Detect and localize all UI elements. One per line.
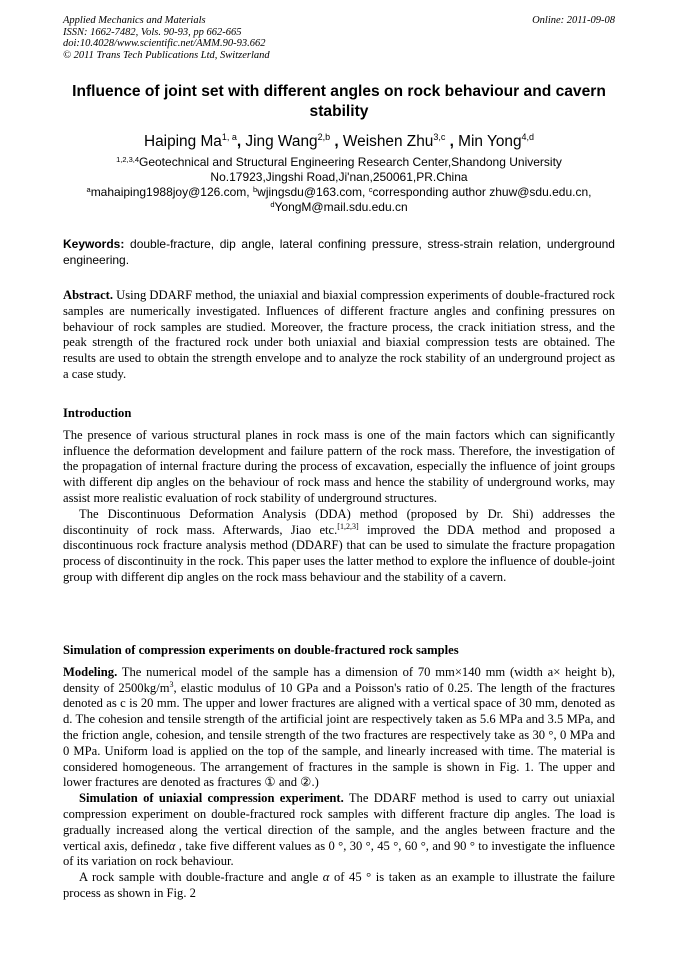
alpha-symbol: α	[322, 870, 330, 885]
example-paragraph: A rock sample with double-fracture and angle α of 45 ° is taken as an example to illustrate the failure process as shown in Fig. 2	[63, 870, 616, 900]
affiliation-mark: 1,2,3,4	[116, 155, 139, 164]
email-c: corresponding author zhuw@sdu.edu.cn,	[372, 185, 592, 199]
email-mark: a	[86, 185, 91, 194]
affiliation-address: No.17923,Jingshi Road,Ji'nan,250061,PR.China	[210, 170, 468, 184]
author-list: Haiping Ma$^{1, a}$, Jing Wang$^{2,b}$ , Weishen Zhu$^{3,c}$ , Min Yong$^{4,d}$	[143, 132, 535, 150]
author-name: Min Yong	[458, 133, 522, 150]
paper-title: Influence of joint set with different angles on rock behaviour and cavern stability	[72, 83, 606, 120]
author-name: Haiping Ma	[143, 133, 222, 150]
abstract-label: Abstract.	[63, 288, 114, 302]
uniaxial-paragraph: Simulation of uniaxial compression experiment. The DDARF method is used to carry out uniaxial compression experiment on double-fractured rock samples with different fracture dip angles. The load is gradually increased along the vertical direction of the sample, and the angles between fracture and the vertical axis, definedα , take five different values as 0 °, 30 °, 45 °, 60 °, and 90 ° to investigate the influence of its variation on rock behaviour.	[63, 791, 615, 869]
author-affiliation-mark: 1, a	[221, 132, 237, 142]
journal-name: Applied Mechanics and Materials	[63, 15, 206, 26]
email-mark: c	[368, 185, 373, 194]
journal-doi: doi:10.4028/www.scientific.net/AMM.90-93.662	[63, 38, 266, 50]
online-date: Online: 2011-09-08	[532, 15, 615, 26]
keywords	[63, 236, 615, 268]
affiliation-block	[63, 155, 615, 215]
email-line	[63, 200, 615, 215]
author-affiliation-mark: 3,c	[433, 132, 446, 142]
author-name: Jing Wang	[245, 133, 318, 150]
journal-copyright: © 2011 Trans Tech Publications Ltd, Switzerland	[63, 49, 270, 61]
email-a: mahaiping1988joy@126.com,	[90, 185, 250, 199]
email-mark: d	[270, 200, 275, 209]
email-mark: b	[252, 185, 258, 194]
email-d: YongM@mail.sdu.edu.cn	[274, 200, 408, 214]
modeling-paragraph: Modeling. The numerical model of the sample has a dimension of 70 mm×140 mm (width a× height b), density of $2500kg/m^3$, elastic modulus of 10 GPa and a Poisson's ratio of 0.25. The length of the fractures denoted as c is 20 mm. The upper and lower fractures are aligned with a vertical space of 30 mm, denoted as d. The cohesion and tensile strength of the artificial joint are respectively taken as 5.6 MPa and 3.5 MPa, and the friction angle, cohesion, and tensile strength of the two fractures are respectively take as 30 °, 0 MPa and 0 MPa. Uniform load is applied on the top of the sample, and linearly increased with time. The material is considered homogeneous. The arrangement of fractures in the sample is shown in Fig. 1. The upper and lower fractures are denoted as fractures ① and ②.)	[63, 664, 615, 790]
section-heading-introduction: Introduction	[63, 406, 132, 420]
author-affiliation-mark: 4,d	[521, 132, 535, 142]
section-heading-simulation: Simulation of compression experiments on double-fractured rock samples	[63, 643, 459, 657]
keywords-label: Keywords:	[63, 237, 125, 251]
author-affiliation-mark: 2,b	[317, 132, 331, 142]
affiliation-line	[63, 155, 615, 170]
alpha-symbol: α	[168, 838, 176, 853]
email-line	[63, 185, 615, 200]
journal-header	[63, 15, 615, 61]
modeling-label: Modeling.	[63, 664, 118, 679]
uniaxial-label: Simulation of uniaxial compression experiment.	[79, 791, 344, 806]
simulation-section	[63, 643, 615, 902]
introduction-section	[63, 406, 615, 586]
intro-paragraph-1: The presence of various structural planes in rock mass is one of the main factors which can significantly influence the deformation development and failure pattern of the rock mass. Therefore, the investigation of the propagation of internal fracture during the process of excavation, especially the influence of joint groups with different dip angles on the behaviour of rock mass and hence the stability of underground works, may assist more realistic evaluation of rock stability of underground structures.	[63, 427, 615, 505]
affiliation-text: Geotechnical and Structural Engineering Research Center,Shandong University	[139, 155, 562, 169]
abstract	[63, 288, 615, 383]
intro-paragraph-2: The Discontinuous Deformation Analysis (DDA) method (proposed by Dr. Shi) addresses the discontinuity of rock mass. Afterwards, Jiao etc.[1,2,3] improved the DDA method and proposed a discontinuous rock fracture analysis method (DDARF) that can be used to simulate the fracture propagation process of discontinuity in the rock. This paper uses the latter method to explore the influence of double-joint group with different dip angles on the rock mass behaviour and the stability of a cavern.	[63, 506, 616, 584]
journal-issn: ISSN: 1662-7482, Vols. 90-93, pp 662-665	[63, 26, 242, 38]
keywords-text: double-fracture, dip angle, lateral confining pressure, stress-strain relation, underground engineering.	[63, 237, 615, 267]
email-b: wjingsdu@163.com,	[257, 185, 366, 199]
author-name: Weishen Zhu	[342, 133, 434, 150]
citation: [1,2,3]	[337, 521, 359, 531]
abstract-text: Using DDARF method, the uniaxial and biaxial compression experiments of double-fractured rock samples are numerically investigated. Influences of different fracture angles and confining pressures on behaviour of rock samples are studied. Moreover, the fracture process, the crack initiation stress, and the peak strength of the fractured rock under both uniaxial and biaxial compression tests are obtained. The results are used to obtain the strength envelope and to analyze the rock stability of an underground project as a case study.	[63, 288, 615, 381]
